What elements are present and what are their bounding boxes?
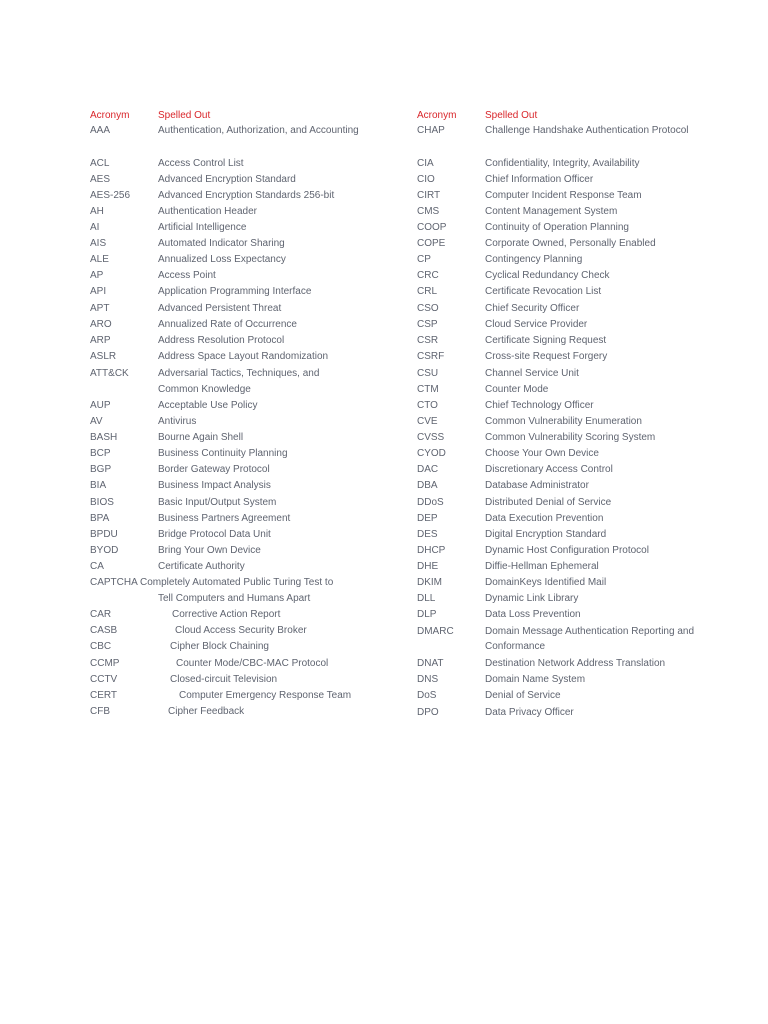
spelled-out-cell: Bring Your Own Device: [158, 545, 261, 556]
spelled-out-cell: Address Space Layout Randomization: [158, 351, 329, 362]
spelled-out-cell: Acceptable Use Policy: [158, 400, 258, 411]
spelled-out-cell: Bridge Protocol Data Unit: [158, 529, 271, 540]
spelled-out-cell: Business Partners Agreement: [158, 513, 291, 524]
spelled-out-cell: Common Vulnerability Enumeration: [485, 416, 642, 427]
spelled-out-cell: Cipher Feedback: [168, 706, 245, 717]
spelled-out-cell: Continuity of Operation Planning: [485, 222, 629, 233]
spelled-out-cell: Business Impact Analysis: [158, 480, 271, 491]
spelled-out-cell: Cloud Access Security Broker: [175, 625, 307, 636]
header-spelled-out: Spelled Out: [158, 110, 211, 121]
spelled-out-cell: Confidentiality, Integrity, Availability: [485, 158, 640, 169]
spelled-out-cell: Common Vulnerability Scoring System: [485, 432, 656, 443]
acronym-cell: DES: [417, 529, 438, 540]
acronym-cell: CERT: [90, 690, 118, 701]
spelled-out-cell: Dynamic Host Configuration Protocol: [485, 545, 649, 556]
acronym-cell: CAPTCHA Completely Automated Public Turing Test to: [90, 577, 334, 588]
spelled-out-cell: Chief Information Officer: [485, 174, 594, 185]
spelled-out-cell: Border Gateway Protocol: [158, 464, 270, 475]
acronym-cell: DDoS: [417, 497, 444, 508]
acronym-cell: CMS: [417, 206, 440, 217]
acronym-cell: CASB: [90, 625, 118, 636]
spelled-out-cell: Adversarial Tactics, Techniques, and: [158, 368, 320, 379]
spelled-out-cell: Computer Incident Response Team: [485, 190, 642, 201]
acronym-cell: CIA: [417, 158, 434, 169]
acronym-cell: DNAT: [417, 658, 444, 669]
acronym-cell: DKIM: [417, 577, 442, 588]
acronym-cell: DLL: [417, 593, 436, 604]
header-acronym: Acronym: [417, 110, 457, 121]
spelled-out-cell: Cyclical Redundancy Check: [485, 270, 610, 281]
acronym-cell: ATT&CK: [90, 368, 129, 379]
acronym-cell: DHE: [417, 561, 439, 572]
spelled-out-cell: Dynamic Link Library: [485, 593, 579, 604]
spelled-out-cell: Computer Emergency Response Team: [179, 690, 352, 701]
spelled-out-cell: Business Continuity Planning: [158, 448, 288, 459]
spelled-out-cell: Challenge Handshake Authentication Protocol: [485, 125, 689, 136]
spelled-out-cell: Cloud Service Provider: [485, 319, 588, 330]
spelled-out-cell: Counter Mode/CBC-MAC Protocol: [176, 658, 329, 669]
acronym-cell: AES: [90, 174, 111, 185]
spelled-out-cell: Closed-circuit Television: [170, 674, 278, 685]
spelled-out-cell: Advanced Persistent Threat: [158, 303, 282, 314]
spelled-out-cell: Content Management System: [485, 206, 618, 217]
acronym-cell: DLP: [417, 609, 437, 620]
spelled-out-cell: Tell Computers and Humans Apart: [158, 593, 311, 604]
acronym-cell: CTO: [417, 400, 438, 411]
spelled-out-cell: Conformance: [485, 641, 546, 652]
spelled-out-cell: Chief Technology Officer: [485, 400, 594, 411]
header-acronym: Acronym: [90, 110, 130, 121]
spelled-out-cell: Corporate Owned, Personally Enabled: [485, 238, 656, 249]
spelled-out-cell: Domain Name System: [485, 674, 586, 685]
acronym-cell: BPDU: [90, 529, 118, 540]
spelled-out-cell: Certificate Authority: [158, 561, 245, 572]
acronym-cell: CAR: [90, 609, 112, 620]
spelled-out-cell: Annualized Rate of Occurrence: [158, 319, 297, 330]
acronym-cell: CCMP: [90, 658, 120, 669]
acronym-cell: AAA: [90, 125, 111, 136]
spelled-out-cell: Application Programming Interface: [158, 286, 312, 297]
spelled-out-cell: Domain Message Authentication Reporting and: [485, 626, 695, 637]
spelled-out-cell: Data Privacy Officer: [485, 707, 574, 718]
spelled-out-cell: Basic Input/Output System: [158, 497, 277, 508]
spelled-out-cell: Common Knowledge: [158, 384, 251, 395]
acronym-cell: CBC: [90, 641, 112, 652]
spelled-out-cell: Antivirus: [158, 416, 197, 427]
spelled-out-cell: Certificate Revocation List: [485, 286, 602, 297]
acronym-cell: DNS: [417, 674, 439, 685]
spelled-out-cell: Bourne Again Shell: [158, 432, 244, 443]
spelled-out-cell: Artificial Intelligence: [158, 222, 247, 233]
header-spelled-out: Spelled Out: [485, 110, 538, 121]
acronym-cell: CIO: [417, 174, 435, 185]
acronym-cell: ASLR: [90, 351, 117, 362]
acronym-cell: CSO: [417, 303, 439, 314]
spelled-out-cell: DomainKeys Identified Mail: [485, 577, 607, 588]
acronym-cell: CP: [417, 254, 431, 265]
spelled-out-cell: Denial of Service: [485, 690, 561, 701]
spelled-out-cell: Chief Security Officer: [485, 303, 580, 314]
spelled-out-cell: Authentication Header: [158, 206, 257, 217]
acronym-cell: AH: [90, 206, 104, 217]
acronym-cell: DoS: [417, 690, 437, 701]
acronym-cell: AUP: [90, 400, 111, 411]
acronym-cell: DMARC: [417, 626, 454, 637]
acronym-cell: AP: [90, 270, 104, 281]
acronym-cell: ARO: [90, 319, 112, 330]
acronym-cell: BGP: [90, 464, 112, 475]
acronym-cell: BIOS: [90, 497, 114, 508]
acronym-cell: COOP: [417, 222, 447, 233]
acronym-cell: BYOD: [90, 545, 119, 556]
acronym-cell: BPA: [90, 513, 110, 524]
spelled-out-cell: Channel Service Unit: [485, 368, 579, 379]
spelled-out-cell: Access Control List: [158, 158, 244, 169]
acronym-cell: DBA: [417, 480, 438, 491]
spelled-out-cell: Advanced Encryption Standards 256-bit: [158, 190, 335, 201]
spelled-out-cell: Data Loss Prevention: [485, 609, 581, 620]
acronym-cell: CCTV: [90, 674, 118, 685]
acronym-cell: BIA: [90, 480, 107, 491]
acronym-cell: AES-256: [90, 190, 131, 201]
spelled-out-cell: Discretionary Access Control: [485, 464, 613, 475]
acronym-cell: CFB: [90, 706, 110, 717]
spelled-out-cell: Contingency Planning: [485, 254, 583, 265]
acronym-cell: CIRT: [417, 190, 441, 201]
spelled-out-cell: Automated Indicator Sharing: [158, 238, 285, 249]
acronym-cell: DAC: [417, 464, 439, 475]
acronym-cell: ACL: [90, 158, 110, 169]
acronym-cell: APT: [90, 303, 110, 314]
spelled-out-cell: Data Execution Prevention: [485, 513, 604, 524]
acronym-cell: CVSS: [417, 432, 445, 443]
spelled-out-cell: Authentication, Authorization, and Accounting: [158, 125, 359, 136]
acronym-cell: CRL: [417, 286, 438, 297]
spelled-out-cell: Distributed Denial of Service: [485, 497, 612, 508]
acronym-cell: COPE: [417, 238, 446, 249]
spelled-out-cell: Cipher Block Chaining: [170, 641, 269, 652]
spelled-out-cell: Digital Encryption Standard: [485, 529, 607, 540]
spelled-out-cell: Counter Mode: [485, 384, 549, 395]
acronym-cell: DHCP: [417, 545, 446, 556]
spelled-out-cell: Access Point: [158, 270, 216, 281]
acronym-cell: API: [90, 286, 107, 297]
acronym-cell: CSP: [417, 319, 438, 330]
acronym-cell: ALE: [90, 254, 109, 265]
acronym-cell: DPO: [417, 707, 439, 718]
spelled-out-cell: Certificate Signing Request: [485, 335, 607, 346]
acronym-cell: DEP: [417, 513, 438, 524]
acronym-cell: CTM: [417, 384, 439, 395]
acronym-cell: BCP: [90, 448, 111, 459]
spelled-out-cell: Address Resolution Protocol: [158, 335, 285, 346]
acronym-cell: BASH: [90, 432, 118, 443]
spelled-out-cell: Corrective Action Report: [172, 609, 281, 620]
acronym-cell: AV: [90, 416, 103, 427]
acronym-cell: CVE: [417, 416, 438, 427]
spelled-out-cell: Destination Network Address Translation: [485, 658, 666, 669]
spelled-out-cell: Diffie-Hellman Ephemeral: [485, 561, 599, 572]
spelled-out-cell: Annualized Loss Expectancy: [158, 254, 286, 265]
acronym-cell: CSRF: [417, 351, 445, 362]
spelled-out-cell: Database Administrator: [485, 480, 589, 491]
acronym-cell: AIS: [90, 238, 107, 249]
acronym-cell: CYOD: [417, 448, 446, 459]
acronym-cell: AI: [90, 222, 100, 233]
acronym-cell: CSU: [417, 368, 439, 379]
spelled-out-cell: Advanced Encryption Standard: [158, 174, 296, 185]
acronym-cell: CRC: [417, 270, 439, 281]
acronym-cell: CA: [90, 561, 104, 572]
acronym-cell: CSR: [417, 335, 439, 346]
acronym-cell: ARP: [90, 335, 111, 346]
acronym-cell: CHAP: [417, 125, 445, 136]
spelled-out-cell: Cross-site Request Forgery: [485, 351, 608, 362]
spelled-out-cell: Choose Your Own Device: [485, 448, 599, 459]
